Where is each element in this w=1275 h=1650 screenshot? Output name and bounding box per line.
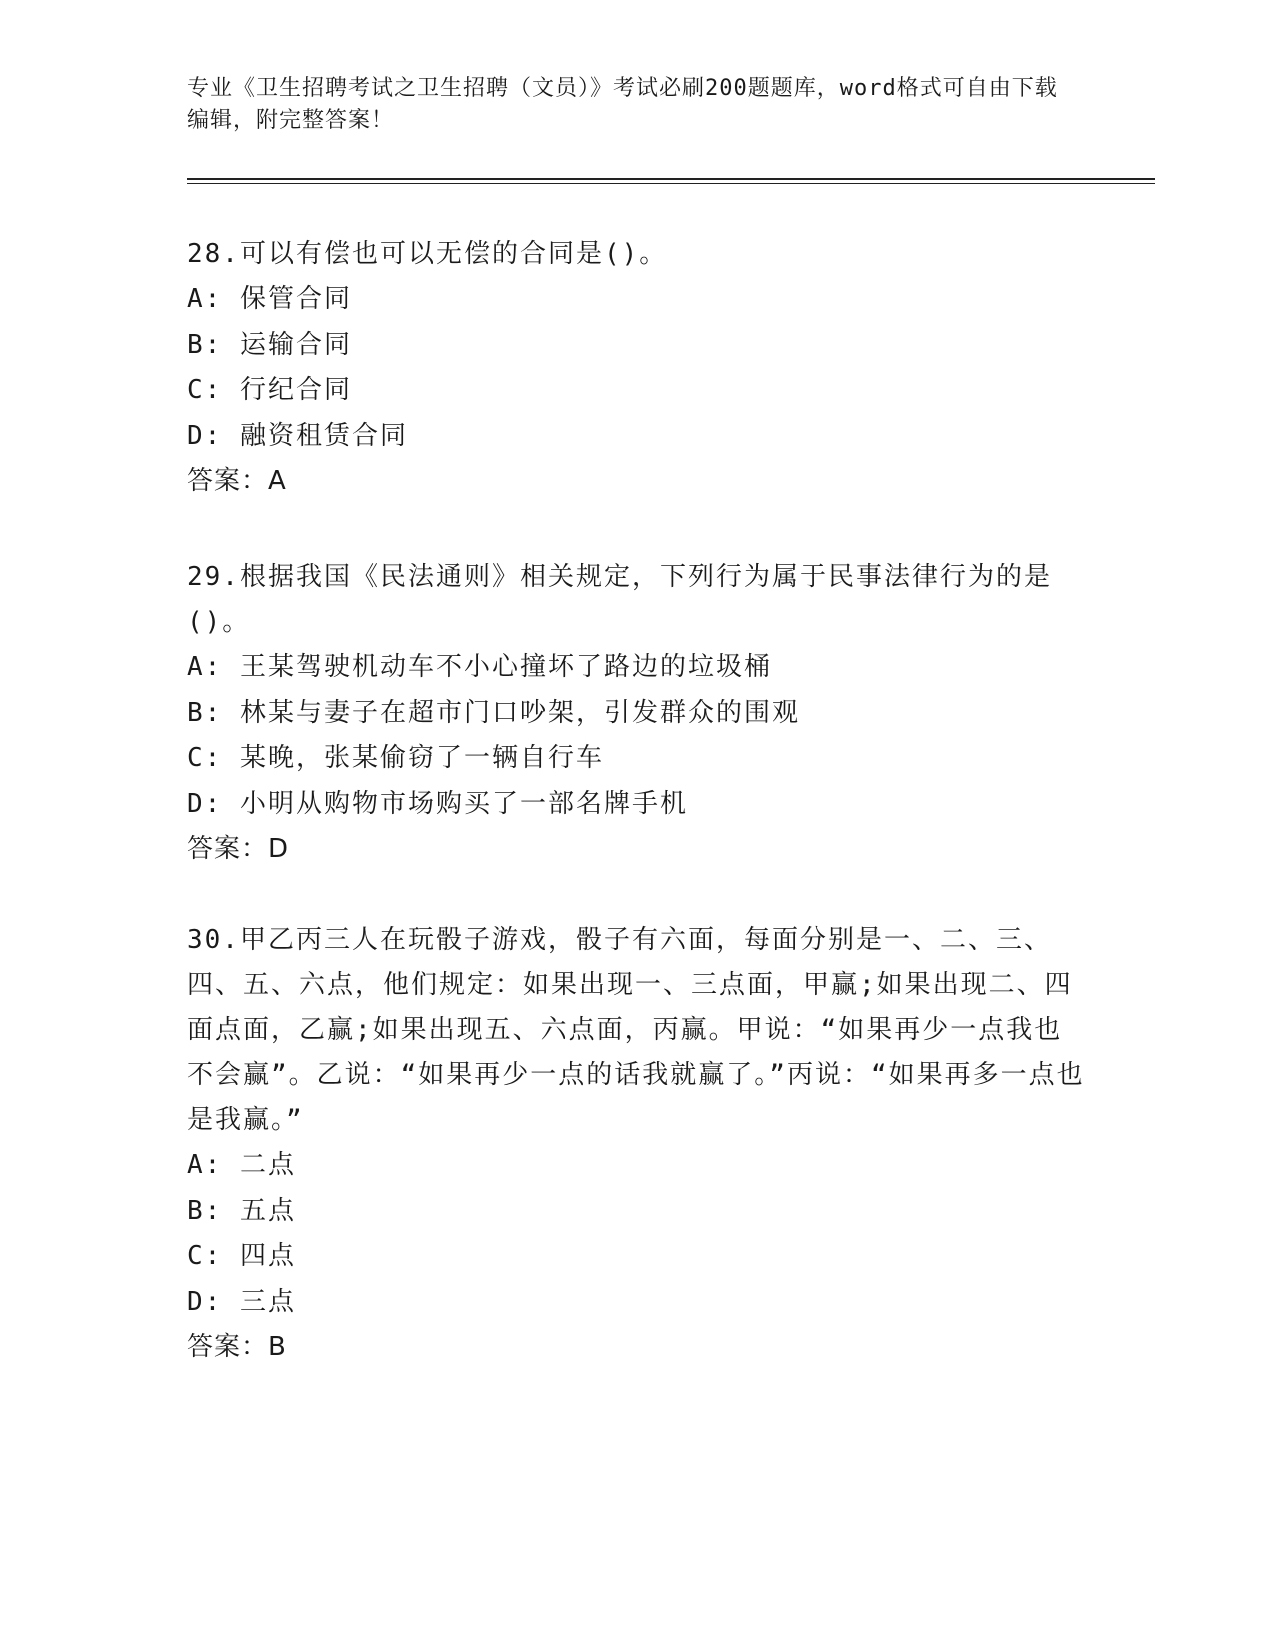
option-b: B: 运输合同 xyxy=(187,329,352,360)
option-a: A: 二点 xyxy=(187,1150,296,1180)
option-d: D: 三点 xyxy=(187,1286,296,1317)
answer: 答案：A xyxy=(187,466,287,496)
header-divider xyxy=(187,178,1155,180)
header-divider-thin xyxy=(187,183,1155,184)
question-29 xyxy=(187,555,1087,872)
option-d: D: 融资租赁合同 xyxy=(187,420,408,451)
question-stem: 29.根据我国《民法通则》相关规定，下列行为属于民事法律行为的是()。 xyxy=(187,562,1052,637)
option-c: C: 四点 xyxy=(187,1241,296,1271)
document-header: 专业《卫生招聘考试之卫生招聘（文员）》考试必刷200题题库，word格式可自由下载编辑，附完整答案！ xyxy=(187,76,1058,133)
answer: 答案：B xyxy=(187,1332,287,1362)
question-stem: 30.甲乙丙三人在玩骰子游戏，骰子有六面，每面分别是一、二、三、四、五、六点，他们规定：如果出现一、三点面，甲赢;如果出现二、四面点面，乙赢;如果出现五、六点面，丙赢。甲说：“如果再少一点我也不会赢”。乙说：“如果再少一点的话我就赢了。”丙说：“如果再多一点也是我赢。” xyxy=(187,925,1085,1135)
question-stem: 28.可以有偿也可以无偿的合同是()。 xyxy=(187,239,668,269)
question-30 xyxy=(187,918,1087,1370)
option-c: C: 行纪合同 xyxy=(187,375,352,405)
option-a: A: 王某驾驶机动车不小心撞坏了路边的垃圾桶 xyxy=(187,652,772,682)
question-28 xyxy=(187,232,1087,504)
option-c: C: 某晚，张某偷窃了一辆自行车 xyxy=(187,743,604,773)
option-d: D: 小明从购物市场购买了一部名牌手机 xyxy=(187,788,688,819)
option-b: B: 五点 xyxy=(187,1195,296,1226)
option-a: A: 保管合同 xyxy=(187,284,352,314)
option-b: B: 林某与妻子在超市门口吵架，引发群众的围观 xyxy=(187,697,800,728)
answer: 答案：D xyxy=(187,834,290,864)
